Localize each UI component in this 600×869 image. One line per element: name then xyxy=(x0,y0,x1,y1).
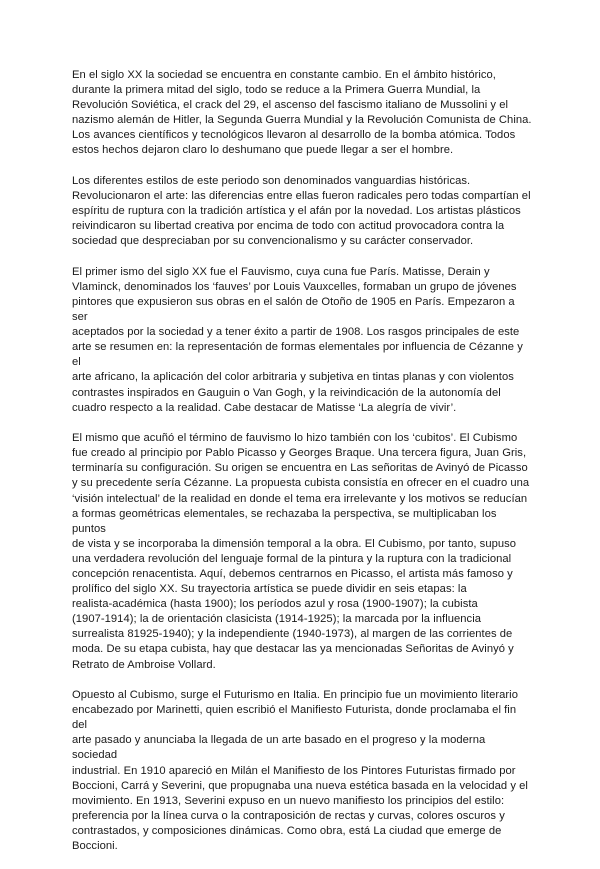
document-body xyxy=(72,68,532,869)
paragraph-cubism: El mismo que acuñó el término de fauvismo lo hizo también con los ‘cubitos’. El Cubismo fue creado al principio por Pablo Picasso y Georges Braque. Una tercera figura, Juan Gris, terminaría su configuración. Su origen se encuentra en Las señoritas de Avinyó de Picasso y su precedente sería Cézanne. La propuesta cubista consistía en ofrecer en el cuadro una ‘visión intelectual’ de la realidad en donde el tema era irrelevante y los motivos se reducían a formas geométricas elementales, se rechazaba la perspectiva, se multiplicaban los puntos de vista y se incorporaba la dimensión temporal a la obra. El Cubismo, por tanto, supuso una verdadera revolución del lenguaje formal de la pintura y la ruptura con la tradicional concepción renacentista. Aquí, debemos centrarnos en Picasso, el artista más famoso y prolífico del siglo XX. Su trayectoria artística se puede dividir en seis etapas: la realista-académica (hasta 1900); los períodos azul y rosa (1900-1907); la cubista (1907-1914); la de orientación clasicista (1914-1925); la marcada por la influencia surrealista 81925-1940); y la independiente (1940-1973), al margen de las corrientes de moda. De su etapa cubista, hay que destacar las ya mencionadas Señoritas de Avinyó y Retrato de Ambroise Vollard. xyxy=(72,432,530,671)
paragraph-fauvism: El primer ismo del siglo XX fue el Fauvismo, cuya cuna fue París. Matisse, Derain y Vlaminck, denominados los ‘fauves’ por Louis Vauxcelles, formaban un grupo de jóvenes pintores que expusieron sus obras en el salón de Otoño de 1905 en París. Empezaron a ser aceptados por la sociedad y a tener éxito a partir de 1908. Los rasgos principales de este arte se resumen en: la representación de formas elementales por influencia de Cézanne y el arte africano, la aplicación del color arbitraria y subjetiva en tintas planas y con violentos contrastes inspirados en Gauguin o Van Gogh, y la reivindicación de la autonomía del cuadro respecto a la realidad. Cabe destacar de Matisse ‘La alegría de vivir’. xyxy=(72,265,523,414)
paragraph-historical-context: En el siglo XX la sociedad se encuentra en constante cambio. En el ámbito histórico, durante la primera mitad del siglo, todo se reduce a la Primera Guerra Mundial, la Revolución Soviética, el crack del 29, el ascenso del fascismo italiano de Mussolini y el nazismo alemán de Hitler, la Segunda Guerra Mundial y la Revolución Comunista de China. Los avances científicos y tecnológicos llevaron al desarrollo de la bomba atómica. Todos estos hechos dejaron claro lo deshumano que puede llegar a ser el hombre. xyxy=(72,69,532,157)
paragraph-avant-garde: Los diferentes estilos de este periodo son denominados vanguardias históricas. Revolucionaron el arte: las diferencias entre ellas fueron radicales pero todas compartían el espíritu de ruptura con la tradición artística y el afán por la novedad. Los artistas plásticos reivindicaron su libertad creativa por encima de todo con actitud provocadora contra la sociedad que despreciaban por su convencionalismo y su carácter conservador. xyxy=(72,174,531,248)
paragraph-futurism: Opuesto al Cubismo, surge el Futurismo en Italia. En principio fue un movimiento literario encabezado por Marinetti, quien escribió el Manifiesto Futurista, donde proclamaba el fin del arte pasado y anunciaba la llegada de un arte basado en el progreso y la moderna sociedad industrial. En 1910 apareció en Milán el Manifiesto de los Pintores Futuristas firmado por Boccioni, Carrá y Severini, que propugnaba una nueva estética basada en la velocidad y el movimiento. En 1913, Severini expuso en un nuevo manifiesto los principios del estilo: preferencia por la línea curva o la contraposición de rectas y curvas, colores oscuros y contrastados, y composiciones dinámicas. Como obra, está La ciudad que emerge de Boccioni. xyxy=(72,689,528,852)
